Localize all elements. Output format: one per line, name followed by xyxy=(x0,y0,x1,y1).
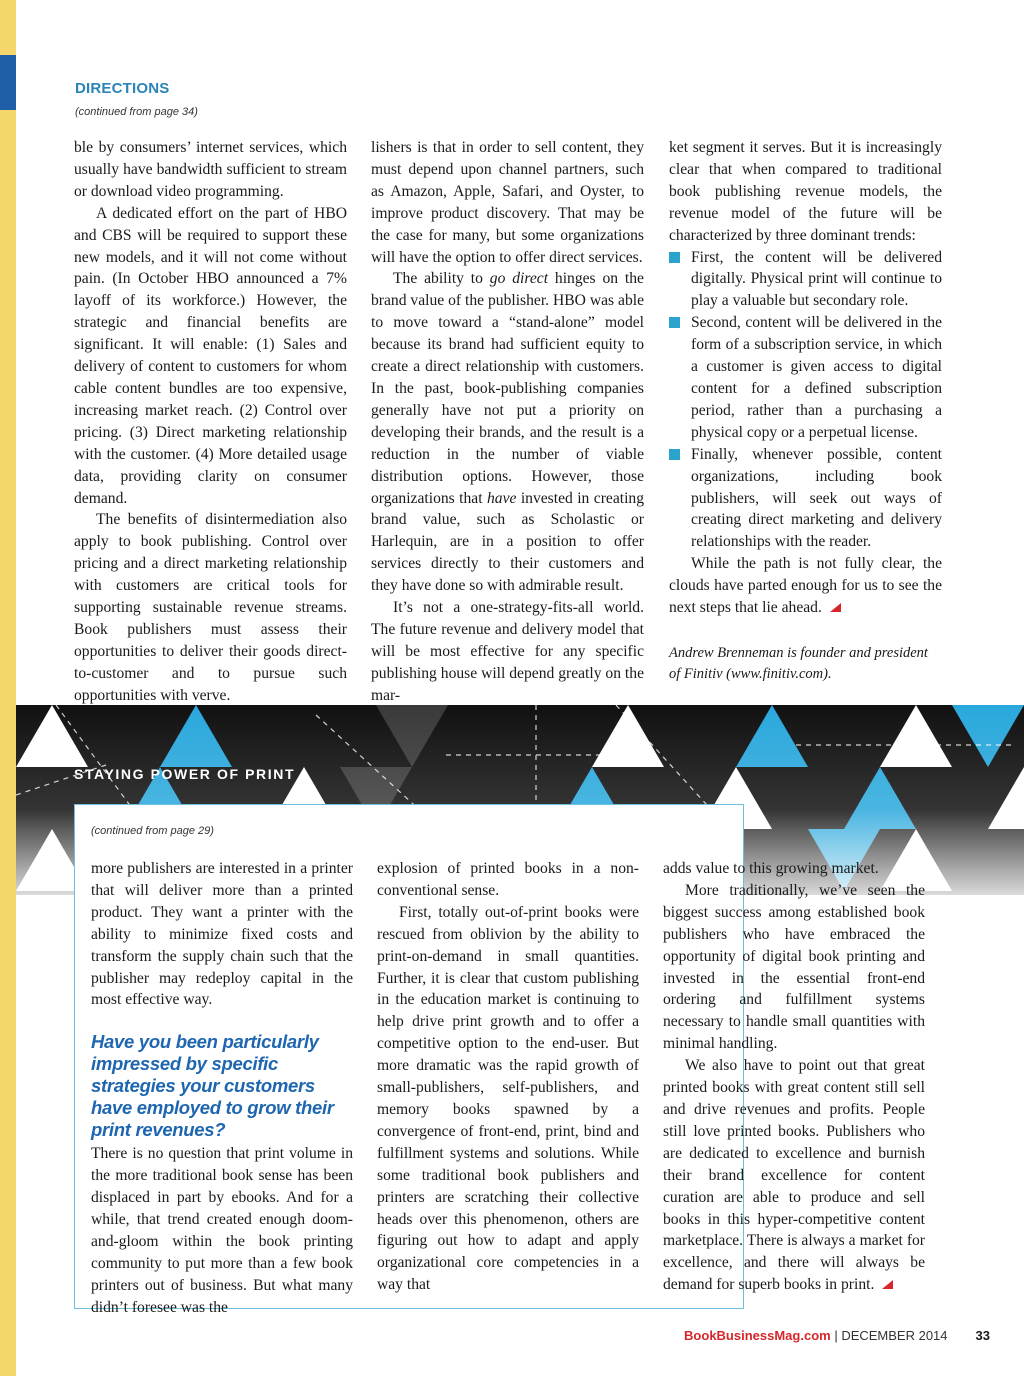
emphasis: have xyxy=(486,489,517,507)
paragraph: ble by consumers’ internet services, which usually have bandwidth sufficient to stream or download video programming. xyxy=(74,139,347,200)
text-run: hinges on the brand value of the publisher. HBO was able to move toward a “stand-alone” model because its brand had sufficient equity to create a direct relationship with customers. In the past, book-publishing companies generally have not put a priority on developing their brands, and the result is a reduction in the number of viable distribution options. However, those organizations that xyxy=(371,270,644,507)
paragraph xyxy=(371,268,644,597)
margin-color-strip xyxy=(0,0,16,1376)
end-mark-icon xyxy=(830,603,841,612)
article-column-3 xyxy=(669,137,942,685)
page-footer xyxy=(520,1328,990,1343)
article-column-1 xyxy=(91,858,353,1319)
paragraph: More traditionally, we’ve seen the biggest success among established book publishers who have embraced the opportunity of digital book printing and invested in the essential front-end ordering and fulfillment systems necessary to handle small quantities with minimal handling. xyxy=(663,881,925,1053)
page-number: 33 xyxy=(975,1328,990,1343)
paragraph: ket segment it serves. But it is increasingly clear that when compared to traditional book publishing revenue models, the revenue model of the future will be characterized by three dominant trends: xyxy=(669,139,942,244)
paragraph: The benefits of disintermediation also apply to book publishing. Control over pricing and a direct marketing relationship with customers are critical tools for supporting sustainable revenue streams. Book publishers must assess their opportunities to deliver their goods direct-to-customer and to pursue such opportunities with verve. xyxy=(74,511,347,704)
list-item xyxy=(669,444,942,554)
author-byline: Andrew Brenneman is founder and president of Finitiv (www.finitiv.com). xyxy=(669,644,928,682)
article-column-2 xyxy=(377,858,639,1296)
end-mark-icon xyxy=(882,1280,893,1289)
paragraph: adds value to this growing market. xyxy=(663,860,879,877)
square-bullet-icon xyxy=(669,317,680,328)
continued-note: (continued from page 29) xyxy=(91,825,214,837)
article-column-1 xyxy=(74,137,347,728)
paragraph: explosion of printed books in a non-conventional sense. xyxy=(377,860,639,899)
list-item-text: Second, content will be delivered in the form of a subscription service, in which a customer is given access to digital content for a defined subscription period, rather than a purchasing a physical copy or a perpetual license. xyxy=(691,314,942,441)
article-column-3 xyxy=(663,858,925,1296)
paragraph: There is no question that print volume in the more traditional book sense has been displaced in part by ebooks. And for a while, that trend created enough doom-and-gloom within the book printing community to put more than a few book printers out of business. But what many didn’t foresee was the xyxy=(91,1145,353,1316)
paragraph: First, totally out-of-print books were rescued from oblivion by the ability to print-on-demand in small quantities. Further, it is clear that custom publishing in the education market is continuing to help drive print growth and to offer a competitive option to the end-user. But more dramatic was the rapid growth of small-publishers, self-publishers, and memory books spawned by a convergence of front-end, print, bind and fulfillment systems and solutions. While some traditional book publishers and printers are scratching their collective heads over this phenomenon, others are figuring out how to adapt and apply organizational core competencies in a way that xyxy=(377,903,639,1294)
interview-question: Have you been particularly impressed by specific strategies your customers have employed to grow their print revenues? xyxy=(91,1031,334,1141)
paragraph xyxy=(669,553,942,619)
banner-title: STAYING POWER OF PRINT xyxy=(74,766,296,782)
square-bullet-icon xyxy=(669,252,680,263)
list-item-text: First, the content will be delivered digitally. Physical print will continue to play a valuable but secondary role. xyxy=(691,248,942,310)
list-item xyxy=(669,312,942,443)
continued-note: (continued from page 34) xyxy=(75,106,198,118)
trend-list xyxy=(669,247,942,554)
magazine-website: BookBusinessMag.com xyxy=(684,1328,831,1343)
emphasis: go direct xyxy=(489,270,549,288)
article-column-2 xyxy=(371,137,644,707)
text-run: While the path is not fully clear, the clouds have parted enough for us to see the next steps that lie ahead. xyxy=(669,555,942,617)
list-item-text: Finally, whenever possible, content organizations, including book publishers, will seek out ways of creating direct marketing and delivery relationships with the reader. xyxy=(691,445,942,551)
paragraph: more publishers are interested in a printer that will deliver more than a printed product. They want a printer with the ability to minimize fixed costs and transform the supply chain such that the publisher may redeploy capital in the most effective way. xyxy=(91,860,353,1009)
text-run: invested in creating brand value, such as Scholastic or Harlequin, are in a position to offer services directly to their customers and they have done so with admirable result. xyxy=(371,489,644,595)
square-bullet-icon xyxy=(669,449,680,460)
footer-separator: | xyxy=(830,1328,842,1343)
paragraph xyxy=(663,1055,925,1296)
section-tab-marker xyxy=(0,55,16,110)
section-title: DIRECTIONS xyxy=(75,80,170,97)
issue-date: DECEMBER 2014 xyxy=(841,1328,948,1343)
list-item xyxy=(669,247,942,313)
paragraph: lishers is that in order to sell content, they must depend upon channel partners, such as Amazon, Apple, Safari, and Oyster, to improve product discovery. That may be the case for many, but some organizations will have the option to offer direct services. xyxy=(371,139,644,266)
text-run: The ability to xyxy=(393,270,490,288)
text-run: We also have to point out that great printed books with great content still sell and drive revenues and profits. People still love printed books. Publishers who are dedicated to excellence and burnish their brand excellence for content curation are able to produce and sell books in this hyper-competitive content marketplace. There is always a market for excellence, and there will always be demand for superb books in print. xyxy=(663,1057,925,1294)
paragraph: It’s not a one-strategy-fits-all world. The future revenue and delivery model that will be most effective for any specific publishing house will depend greatly on the mar- xyxy=(371,599,644,704)
paragraph: A dedicated effort on the part of HBO and CBS will be required to support these new models, and it will not come without pain. (In October HBO announced a 7% layoff of its workforce.) However, the strategic and financial benefits are significant. It will enable: (1) Sales and delivery of content to customers for whom cable content bundles are too expensive, increasing market reach. (2) Control over pricing. (3) Direct marketing relationship with the customer. (4) More detailed usage data, providing clarity on consumer demand. xyxy=(74,204,347,507)
